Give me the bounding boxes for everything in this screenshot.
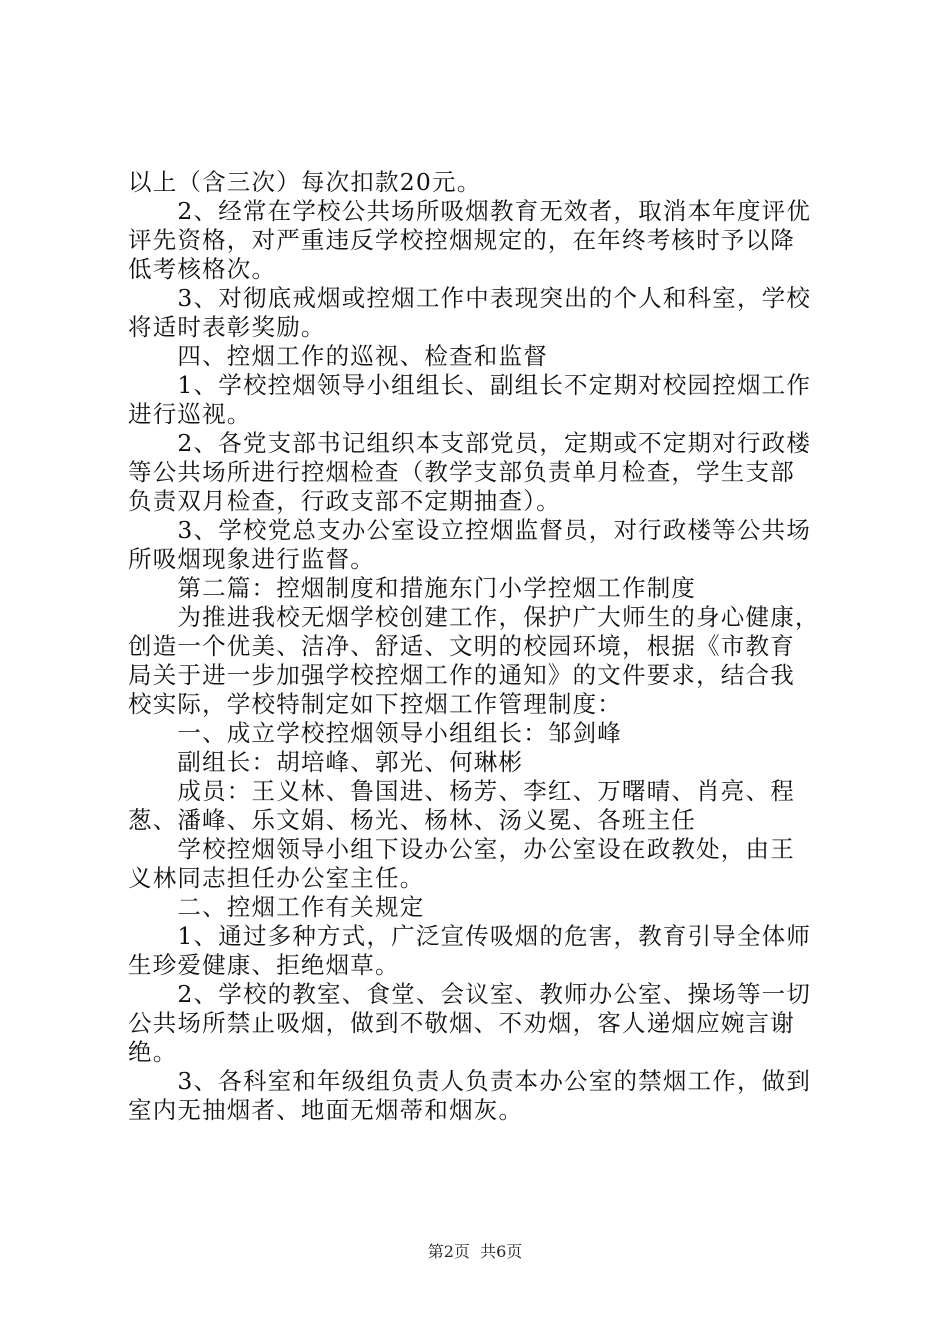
text-line: 等公共场所进行控烟检查（教学支部负责单月检查，学生支部 xyxy=(128,458,795,486)
text-line: 生珍爱健康、拒绝烟草。 xyxy=(128,951,400,979)
text-line: 义林同志担任办公室主任。 xyxy=(128,864,425,892)
text-line: 公共场所禁止吸烟，做到不敬烟、不劝烟，客人递烟应婉言谢 xyxy=(128,1009,795,1037)
text-line: 3、各科室和年级组负责人负责本办公室的禁烟工作，做到 xyxy=(128,1067,812,1095)
document-body xyxy=(128,168,830,1125)
text-line: 一、成立学校控烟领导小组组长：邹剑峰 xyxy=(128,719,622,747)
text-line: 为推进我校无烟学校创建工作，保护广大师生的身心健康， xyxy=(128,603,820,631)
text-line: 3、学校党总支办公室设立控烟监督员，对行政楼等公共场 xyxy=(128,516,812,544)
text-line: 2、各党支部书记组织本支部党员，定期或不定期对行政楼 xyxy=(128,429,812,457)
text-line: 以上（含三次）每次扣款20元。 xyxy=(128,168,482,196)
text-line: 创造一个优美、洁净、舒适、文明的校园环境，根据《市教育 xyxy=(128,632,795,660)
text-line: 2、经常在学校公共场所吸烟教育无效者，取消本年度评优 xyxy=(128,197,812,225)
text-line: 负责双月检查，行政支部不定期抽查）。 xyxy=(128,487,561,515)
text-line: 局关于进一步加强学校控烟工作的通知》的文件要求，结合我 xyxy=(128,661,795,689)
text-line: 绝。 xyxy=(128,1038,178,1066)
text-line: 第二篇：控烟制度和措施东门小学控烟工作制度 xyxy=(128,574,697,602)
text-line: 1、学校控烟领导小组组长、副组长不定期对校园控烟工作 xyxy=(128,371,812,399)
text-line: 葱、潘峰、乐文娟、杨光、杨林、汤义冕、各班主任 xyxy=(128,806,697,834)
text-line: 1、通过多种方式，广泛宣传吸烟的危害，教育引导全体师 xyxy=(128,922,812,950)
text-line: 将适时表彰奖励。 xyxy=(128,313,326,341)
text-line: 学校控烟领导小组下设办公室，办公室设在政教处，由王 xyxy=(128,835,795,863)
text-line: 2、学校的教室、食堂、会议室、教师办公室、操场等一切 xyxy=(128,980,812,1008)
text-line: 所吸烟现象进行监督。 xyxy=(128,545,375,573)
text-line: 成员：王义林、鲁国进、杨芳、李红、万曙晴、肖亮、程 xyxy=(128,777,795,805)
text-line: 副组长：胡培峰、郭光、何琳彬 xyxy=(128,748,524,776)
text-line: 低考核格次。 xyxy=(128,255,277,283)
text-line: 四、控烟工作的巡视、检查和监督 xyxy=(128,342,548,370)
text-line: 进行巡视。 xyxy=(128,400,252,428)
text-line: 3、对彻底戒烟或控烟工作中表现突出的个人和科室，学校 xyxy=(128,284,812,312)
text-line: 室内无抽烟者、地面无烟蒂和烟灰。 xyxy=(128,1096,524,1124)
text-line: 二、控烟工作有关规定 xyxy=(128,893,425,921)
page-number-footer: 第2页 共6页 xyxy=(427,1242,523,1261)
text-line: 评先资格，对严重违反学校控烟规定的，在年终考核时予以降 xyxy=(128,226,795,254)
text-line: 校实际，学校特制定如下控烟工作管理制度： xyxy=(128,690,622,718)
